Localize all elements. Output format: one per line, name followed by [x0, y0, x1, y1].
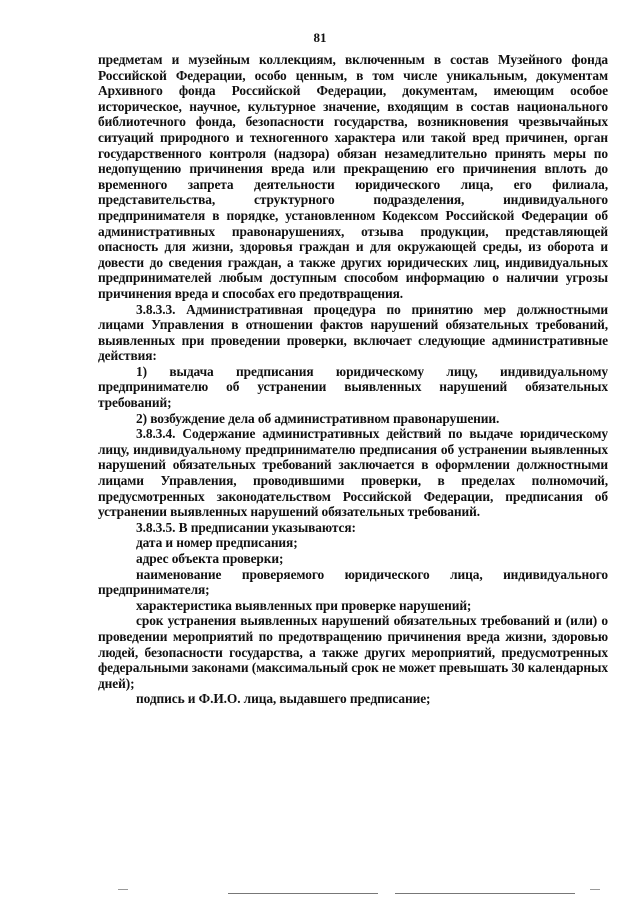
- list-item-issue-order: 1) выдача предписания юридическому лицу, индивидуальному предпринимателю об устранении выявленных нарушений обязательных требований;: [98, 363, 608, 411]
- page-number: 81: [313, 30, 327, 45]
- paragraph-3-8-3-4: 3.8.3.4. Содержание административных действий по выдаче юридическому лицу, индивидуальному предпринимателю предписания об устранении выявленных нарушений обязательных требований заключается в оформлении должностными лицами Управления, проводившими проверки, в пределах полномочий, предусмотренных законодательством Российской Федерации, предписания об устранении выявленных нарушений обязательных требований.: [98, 426, 608, 520]
- list-item-signature: подпись и Ф.И.О. лица, выдавшего предписание;: [136, 691, 431, 707]
- list-item-address: адрес объекта проверки;: [136, 551, 284, 566]
- paragraph-3-8-3-5: 3.8.3.5. В предписании указываются:: [136, 519, 356, 535]
- footer-scan-mark: [590, 889, 600, 893]
- list-item-violations: характеристика выявленных при проверке нарушений;: [136, 597, 472, 613]
- paragraph-3-8-3-3: 3.8.3.3. Административная процедура по принятию мер должностными лицами Управления в отношении фактов нарушений обязательных требований, выявленных при проведении проверки, включает следующие административные действия:: [98, 301, 608, 364]
- list-item-entity-name: наименование проверяемого юридического лица, индивидуального предпринимателя;: [98, 566, 608, 598]
- list-item-initiate-case: 2) возбуждение дела об административном правонарушении.: [136, 410, 500, 426]
- list-item-deadline: срок устранения выявленных нарушений обязательных требований и (или) о проведении мероприятий по предотвращению причинения вреда жизни, здоровью людей, безопасности государства, а также других мероприятий, предусмотренных федеральными законами (максимальный срок не может превышать 30 календарных дней);: [98, 613, 608, 691]
- paragraph-continuation: предметам и музейным коллекциям, включенным в состав Музейного фонда Российской Федерации, особо ценным, в том числе уникальным, документам Архивного фонда Российской Федерации, документам, имеющим особое историческое, научное, культурное значение, входящим в состав национального библиотечного фонда, безопасности государства, возникновения чрезвычайных ситуаций природного и техногенного характера или такой вред причинен, орган государственного контроля (надзора) обязан незамедлительно принять меры по недопущению причинения вреда или прекращению его причинения вплоть до временного запрета деятельности юридического лица, его филиала, представительства, структурного подразделения, индивидуального предпринимателя в порядке, установленном Кодексом Российской Федерации об административных правонарушениях, отзыва продукции, представляющей опасность для жизни, здоровья граждан и для окружающей среды, из оборота и довести до сведения граждан, а также других юридических лиц, индивидуальных предпринимателей любым доступным способом информацию о наличии угрозы причинения вреда и способах его предотвращения.: [98, 52, 608, 301]
- document-body: [98, 52, 608, 707]
- footer-rule-left: [228, 893, 378, 894]
- list-item-date-number: дата и номер предписания;: [136, 535, 298, 551]
- footer-scan-mark: [118, 889, 128, 893]
- footer-rule-right: [395, 893, 575, 894]
